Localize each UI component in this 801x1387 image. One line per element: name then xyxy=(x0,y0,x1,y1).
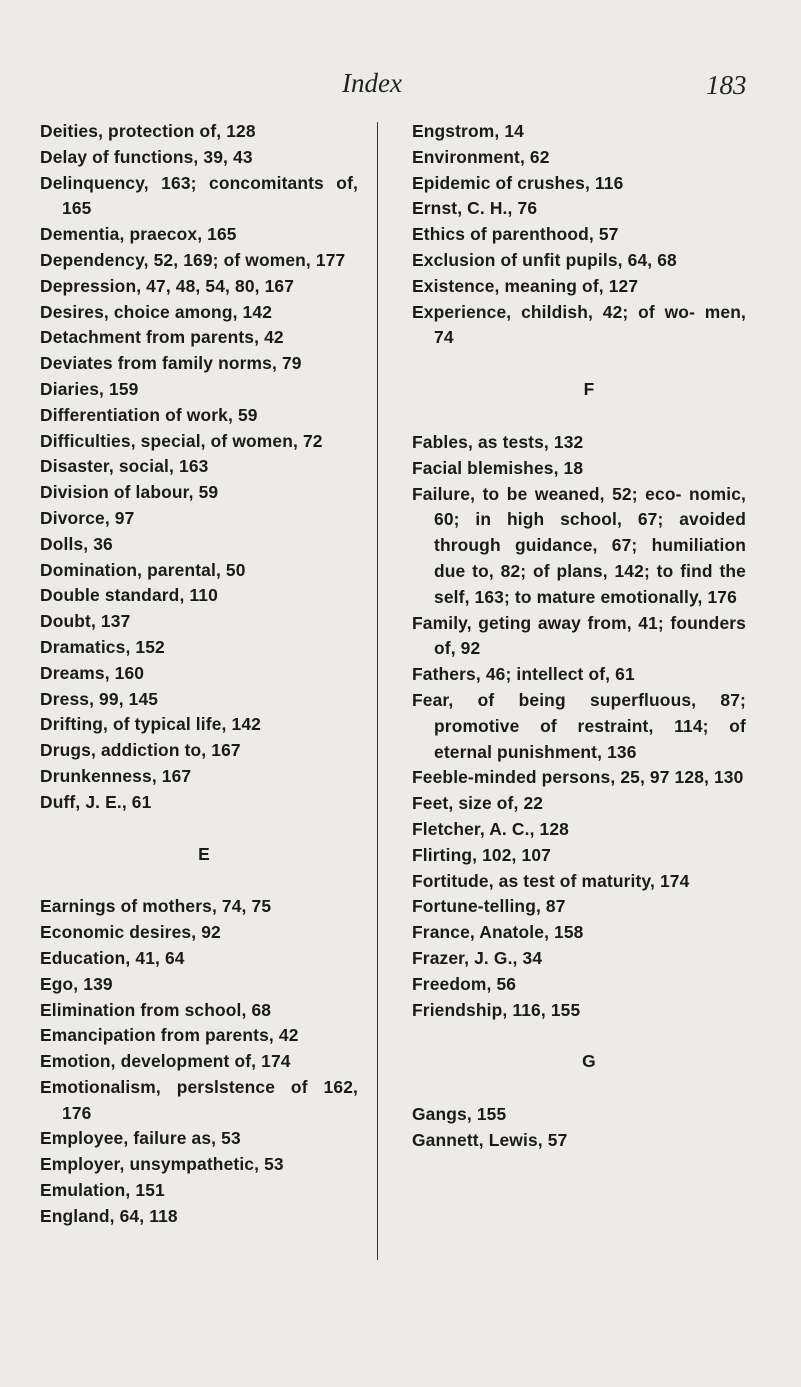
index-entry: Employee, failure as, 53 xyxy=(40,1128,241,1149)
page-number: 183 xyxy=(706,70,747,100)
index-entry: Diaries, 159 xyxy=(40,378,139,399)
index-entry: Gangs, 155 xyxy=(412,1104,507,1125)
column-divider xyxy=(377,122,378,1260)
index-entry: Facial blemishes, 18 xyxy=(412,457,584,478)
index-entry: Fortune-telling, 87 xyxy=(412,896,566,917)
index-entry: Earnings of mothers, 74, 75 xyxy=(40,896,272,917)
index-entry: Deviates from family norms, 79 xyxy=(40,353,302,374)
index-entry: Frazer, J. G., 34 xyxy=(412,947,543,968)
index-entry: Gannett, Lewis, 57 xyxy=(412,1129,568,1150)
index-entry: Epidemic of crushes, 116 xyxy=(412,172,624,193)
index-entry: Exclusion of unfit pupils, 64, 68 xyxy=(412,249,677,270)
index-column-left xyxy=(40,119,358,1230)
index-entry: Division of labour, 59 xyxy=(40,482,219,503)
index-entry: Depression, 47, 48, 54, 80, 167 xyxy=(40,275,295,296)
index-entry: Emotion, development of, 174 xyxy=(40,1051,291,1072)
index-entry: Feet, size of, 22 xyxy=(412,793,544,814)
index-entry: Elimination from school, 68 xyxy=(40,999,272,1020)
index-entry: Delinquency, 163; concomitants of, 165 xyxy=(40,172,358,219)
index-entry: Ego, 139 xyxy=(40,973,113,994)
index-entry: Dementia, praecox, 165 xyxy=(40,224,237,245)
index-entry: Dolls, 36 xyxy=(40,533,113,554)
letter-heading-g: G xyxy=(582,1051,596,1072)
index-entry: France, Anatole, 158 xyxy=(412,922,584,943)
index-entry: Dependency, 52, 169; of women, 177 xyxy=(40,249,346,270)
index-entry: Fletcher, A. C., 128 xyxy=(412,818,570,839)
index-entry: Drifting, of typical life, 142 xyxy=(40,714,261,735)
index-entry: Experience, childish, 42; of wo- men, 74 xyxy=(412,301,746,348)
index-entry: Double standard, 110 xyxy=(40,585,218,606)
index-entry: Fear, of being superfluous, 87; promotive of restraint, 114; of eternal punishment, 136 xyxy=(412,689,746,762)
index-entry: Employer, unsympathetic, 53 xyxy=(40,1154,284,1175)
index-entry: Fathers, 46; intellect of, 61 xyxy=(412,664,635,685)
index-entry: Flirting, 102, 107 xyxy=(412,844,551,865)
index-entry: Friendship, 116, 155 xyxy=(412,999,581,1020)
index-column-right xyxy=(412,119,746,1154)
index-entry: Drugs, addiction to, 167 xyxy=(40,740,241,761)
index-entry: Dress, 99, 145 xyxy=(40,688,159,709)
index-entry: Detachment from parents, 42 xyxy=(40,327,284,348)
index-entry: Disaster, social, 163 xyxy=(40,456,209,477)
running-head: Index xyxy=(342,68,402,98)
index-entry: Deities, protection of, 128 xyxy=(40,121,256,141)
index-entry: Divorce, 97 xyxy=(40,507,135,528)
index-entry: Engstrom, 14 xyxy=(412,121,524,141)
index-entry: Fables, as tests, 132 xyxy=(412,431,584,452)
index-entry: Failure, to be weaned, 52; eco- nomic, 60; in high school, 67; avoided through guidance, 67; humiliation due to, 82; of plans, 142; to find the self, 163; to mature emotionally, 176 xyxy=(412,483,746,607)
index-entry: Family, geting away from, 41; founders of, 92 xyxy=(412,612,746,659)
index-entry: Fortitude, as test of maturity, 174 xyxy=(412,870,690,891)
index-entry: Duff, J. E., 61 xyxy=(40,791,152,812)
index-entry: Education, 41, 64 xyxy=(40,947,185,968)
index-entry: Doubt, 137 xyxy=(40,611,131,632)
index-entry: Dreams, 160 xyxy=(40,662,145,683)
index-entry: Emotionalism, perslstence of 162, 176 xyxy=(40,1076,358,1123)
index-entry: Domination, parental, 50 xyxy=(40,559,246,580)
index-entry: Differentiation of work, 59 xyxy=(40,404,258,425)
letter-heading-e: E xyxy=(198,843,210,864)
page-header xyxy=(0,68,801,108)
index-entry: Feeble-minded persons, 25, 97 128, 130 xyxy=(412,767,744,788)
index-entry: Dramatics, 152 xyxy=(40,636,165,657)
index-entry: Delay of functions, 39, 43 xyxy=(40,146,253,167)
index-entry: Environment, 62 xyxy=(412,146,550,167)
index-entry: Emancipation from parents, 42 xyxy=(40,1025,299,1046)
index-entry: Existence, meaning of, 127 xyxy=(412,275,639,296)
index-entry: Emulation, 151 xyxy=(40,1180,165,1201)
index-entry: Ernst, C. H., 76 xyxy=(412,198,538,219)
index-entry: Freedom, 56 xyxy=(412,973,517,994)
letter-heading-f: F xyxy=(583,379,595,400)
index-entry: Drunkenness, 167 xyxy=(40,765,192,786)
index-entry: England, 64, 118 xyxy=(40,1205,178,1226)
index-entry: Desires, choice among, 142 xyxy=(40,301,273,322)
index-entry: Difficulties, special, of women, 72 xyxy=(40,430,323,451)
index-entry: Economic desires, 92 xyxy=(40,922,221,943)
index-entry: Ethics of parenthood, 57 xyxy=(412,224,619,245)
